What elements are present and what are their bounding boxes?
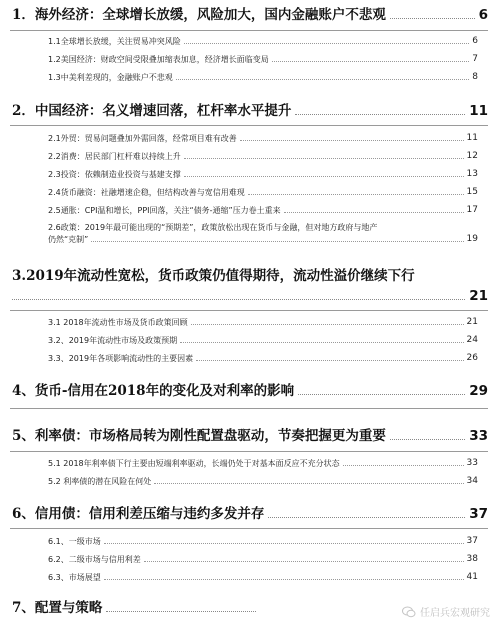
toc-entry-title: 5.1 2018年利率债下行主要由短端利率驱动，长端仍处于对基本面反应不充分状态: [48, 459, 340, 468]
toc-entry-title: 2.6政策：2019年最可能出现的“预期差”，政策放松出现在货币与金融，但对地方政府与地产: [48, 223, 378, 232]
divider: [10, 30, 488, 31]
wechat-icon: [402, 606, 416, 618]
toc-entry[interactable]: [48, 572, 478, 583]
leader-dots: [12, 299, 465, 300]
toc-heading-page: 11: [469, 103, 488, 119]
toc-entry[interactable]: [48, 554, 478, 565]
toc-entry-title: 6.2、二级市场与信用利差: [48, 555, 141, 564]
toc-entry[interactable]: [48, 335, 478, 346]
toc-entry-page: 37: [466, 536, 478, 546]
toc-heading-4[interactable]: [0, 383, 500, 399]
toc-entry-title: 5.2 利率债的潜在风险在何处: [48, 477, 152, 486]
toc-section-5: [0, 428, 500, 444]
toc-entry-page: 41: [466, 572, 478, 582]
toc-heading-6[interactable]: [0, 506, 500, 522]
toc-entry-page: 38: [466, 554, 478, 564]
toc-entry[interactable]: [48, 458, 478, 469]
watermark-text: 任启兵宏观研究: [420, 608, 490, 619]
toc-entry-title: 2.4货币融资：社融增速企稳，但结构改善与宽信用难现: [48, 188, 245, 197]
watermark: [402, 604, 490, 619]
toc-entry-title: 1.1全球增长放缓，关注贸易冲突风险: [48, 37, 181, 46]
toc-entry-title: 3.1 2018年流动性市场及货币政策回顾: [48, 318, 188, 327]
leader-dots: [176, 79, 470, 80]
leader-dots: [184, 158, 464, 159]
divider: [10, 310, 488, 311]
toc-heading-2[interactable]: [0, 103, 500, 119]
toc-section-4: [0, 383, 500, 399]
toc-entry[interactable]: [48, 353, 478, 364]
toc-heading-page: 33: [469, 428, 488, 444]
toc-entry-page: 34: [466, 476, 478, 486]
leader-dots: [240, 140, 464, 141]
leader-dots: [298, 394, 465, 395]
leader-dots: [248, 194, 464, 195]
leader-dots: [104, 579, 464, 580]
leader-dots: [268, 517, 465, 518]
toc-heading-5[interactable]: [0, 428, 500, 444]
toc-entry[interactable]: [48, 187, 478, 198]
toc-entry-title: 1.3中美利差现的，金融账户不悲观: [48, 73, 173, 82]
leader-dots: [180, 342, 463, 343]
leader-dots: [154, 483, 463, 484]
leader-dots: [284, 212, 464, 213]
leader-dots: [191, 324, 464, 325]
toc-entry[interactable]: [48, 536, 478, 547]
toc-entry-page: 15: [466, 187, 478, 197]
leader-dots: [390, 439, 465, 440]
toc-heading-title: 7、配置与策略: [12, 600, 103, 616]
toc-heading-page: 29: [469, 383, 488, 399]
leader-dots: [91, 241, 463, 242]
toc-entry-title: 3.2、2019年流动性市场及政策预期: [48, 336, 178, 345]
divider: [10, 451, 488, 452]
leader-dots: [144, 561, 464, 562]
toc-heading-title: 3.2019年流动性宽松，货币政策仍值得期待，流动性溢价继续下行: [12, 268, 415, 284]
toc-entry-page: 19: [466, 234, 478, 244]
leader-dots: [106, 611, 256, 612]
leader-dots: [104, 543, 464, 544]
divider: [10, 408, 488, 409]
toc-section-3: [0, 268, 500, 304]
toc-entry-page: 17: [466, 205, 478, 215]
toc-entry-title: 6.3、市场展望: [48, 573, 101, 582]
toc-entry-page: 13: [466, 169, 478, 179]
toc-entry[interactable]: [48, 169, 478, 180]
toc-entry[interactable]: [48, 205, 478, 216]
leader-dots: [196, 360, 463, 361]
toc-entry-page: 21: [466, 317, 478, 327]
toc-entry-title: 3.3、2019年各项影响流动性的主要因素: [48, 354, 194, 363]
toc-heading-title: 4、货币-信用在2018年的变化及对利率的影响: [12, 383, 295, 399]
toc-heading-title: 1．海外经济：全球增长放缓，风险加大，国内金融账户不悲观: [12, 7, 386, 23]
leader-dots: [343, 465, 464, 466]
toc-entry[interactable]: [48, 151, 478, 162]
toc-entry-page: 11: [466, 133, 478, 143]
toc-entry-title-continued: 仍然“克制”: [48, 235, 89, 244]
leader-dots: [295, 114, 465, 115]
toc-entry[interactable]: [48, 133, 478, 144]
toc-entry-page: 7: [472, 54, 478, 64]
toc-heading-page: 37: [469, 506, 488, 522]
toc-entry-title: 2.3投资：依赖制造业投资与基建支撑: [48, 170, 181, 179]
toc-heading-3[interactable]: [0, 268, 500, 304]
toc-entry-page: 26: [466, 353, 478, 363]
toc-heading-title: 5、利率债：市场格局转为刚性配置盘驱动，节奏把握更为重要: [12, 428, 386, 444]
toc-entry-page: 8: [472, 72, 478, 82]
toc-heading-page: 6: [478, 7, 488, 23]
toc-entry[interactable]: [48, 72, 478, 83]
toc-section-1: [0, 7, 500, 23]
toc-heading-1[interactable]: [0, 7, 500, 23]
leader-dots: [184, 176, 464, 177]
toc-entry-title: 6.1、一级市场: [48, 537, 101, 546]
leader-dots: [272, 61, 470, 62]
toc-entry-title: 2.5通胀：CPI温和增长，PPI回落，关注“债务-通缩”压力卷土重来: [48, 206, 281, 215]
toc-entry-page: 33: [466, 458, 478, 468]
toc-entry-page: 6: [472, 36, 478, 46]
divider: [10, 125, 488, 126]
toc-entry-title: 2.1外贸：贸易问题叠加外需回落，经常项目难有改善: [48, 134, 237, 143]
toc-entry[interactable]: [48, 317, 478, 328]
toc-heading-page: 21: [469, 288, 488, 304]
toc-heading-title: 2．中国经济：名义增速回落，杠杆率水平提升: [12, 103, 292, 119]
toc-entry[interactable]: [48, 476, 478, 487]
toc-entry-title: 2.2消费：居民部门杠杆难以持续上升: [48, 152, 181, 161]
toc-entry[interactable]: [48, 54, 478, 65]
leader-dots: [184, 43, 470, 44]
toc-entry-page: 24: [466, 335, 478, 345]
leader-dots: [390, 18, 475, 19]
toc-entry[interactable]: [48, 222, 478, 245]
toc-entry-title: 1.2美国经济：财政空间受限叠加缩表加息，经济增长面临变局: [48, 55, 269, 64]
toc-entry[interactable]: [48, 36, 478, 47]
toc-section-6: [0, 506, 500, 522]
toc-section-2: [0, 103, 500, 119]
divider: [10, 528, 488, 529]
toc-entry-page: 12: [466, 151, 478, 161]
toc-heading-title: 6、信用债：信用利差压缩与违约多发并存: [12, 506, 265, 522]
